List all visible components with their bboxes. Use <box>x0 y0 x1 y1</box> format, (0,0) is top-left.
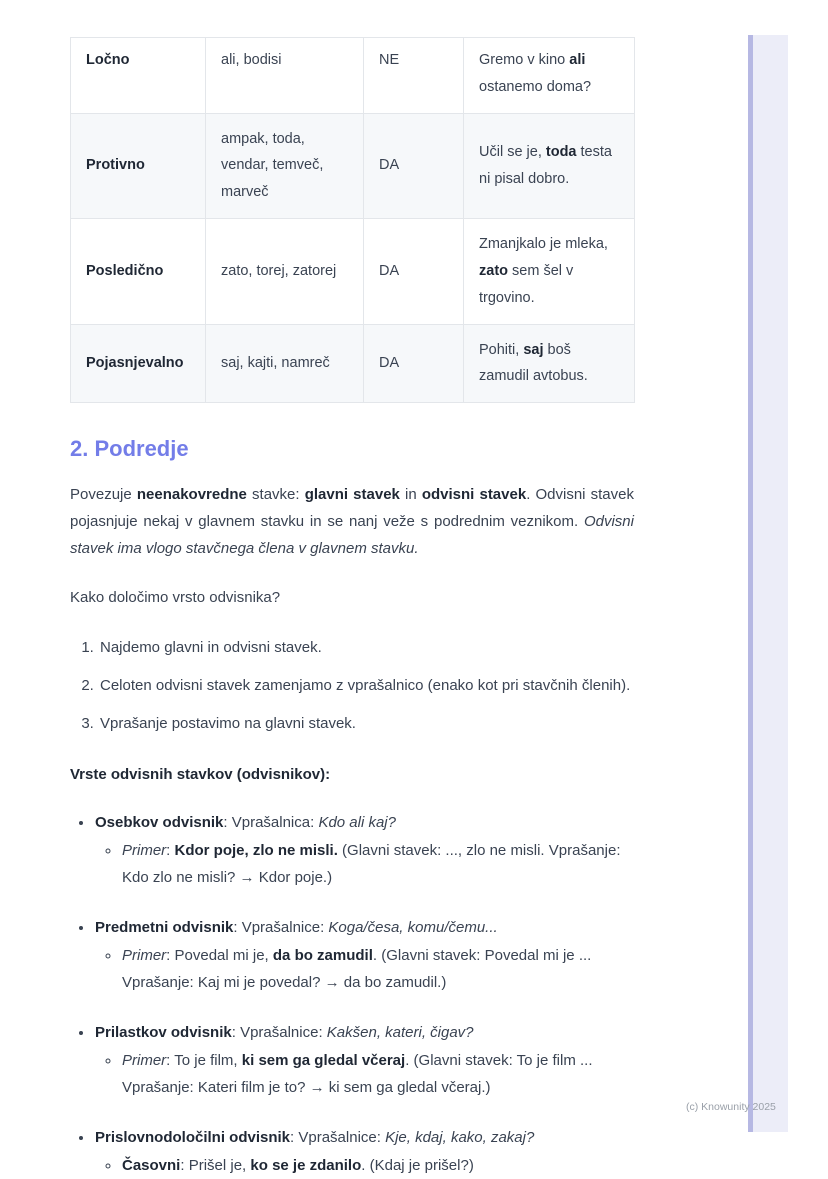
type-title: • Prilastkov odvisnik: Vprašalnice: Kakšen, kateri, čigav? <box>95 1024 474 1042</box>
table-row-locno <box>71 38 635 114</box>
cell-conjunctions: ali, bodisi <box>206 38 364 114</box>
type-example: ◦ Primer: Kdor poje, zlo ne misli. (Glavni stavek: ..., zlo ne misli. Vprašanje: Kdo zlo ne misli? → Kdor poje.) <box>121 837 634 891</box>
cell-example: Pohiti, saj boš zamudil avtobus. <box>464 324 635 403</box>
type-sublist <box>95 1047 634 1101</box>
cell-example: Zmanjkalo je mleka, zato sem šel v trgovino. <box>464 219 635 324</box>
type-example: ◦ Časovni: Prišel je, ko se je zdanilo. (Kdaj je prišel?) <box>121 1152 634 1179</box>
document-content <box>70 37 634 1179</box>
cell-conjunctions: ampak, toda, vendar, temveč, marveč <box>206 113 364 218</box>
cell-example: Učil se je, toda testa ni pisal dobro. <box>464 113 635 218</box>
cell-comma: NE <box>364 38 464 114</box>
step-item-2: 2. Celoten odvisni stavek zamenjamo z vprašalnico (enako kot pri stavčnih členih). <box>98 672 634 699</box>
cell-example: Gremo v kino ali ostanemo doma? <box>464 38 635 114</box>
type-item-prilastkov <box>94 1019 634 1101</box>
type-title: • Prislovnodoločilni odvisnik: Vprašalnice: Kje, kdaj, kako, zakaj? <box>95 1129 535 1147</box>
types-list <box>70 809 634 1179</box>
step-item-3: 3. Vprašanje postavimo na glavni stavek. <box>98 710 634 737</box>
cell-comma: DA <box>364 113 464 218</box>
type-title: • Osebkov odvisnik: Vprašalnica: Kdo ali kaj? <box>95 814 396 832</box>
cell-comma: DA <box>364 324 464 403</box>
conjunction-types-table <box>70 37 635 403</box>
watermark: (c) Knowunity 2025 <box>686 1101 776 1113</box>
step-item-1: 1. Najdemo glavni in odvisni stavek. <box>98 634 634 661</box>
type-example: ◦ Primer: Povedal mi je, da bo zamudil. (Glavni stavek: Povedal mi je ... Vprašanje: Kaj mi je povedal? → da bo zamudil.) <box>121 942 634 996</box>
intro-paragraph: Povezuje neenakovredne stavke: glavni stavek in odvisni stavek. Odvisni stavek pojasnjuje nekaj v glavnem stavku in se nanj veže s podrednim veznikom. Odvisni stavek ima vlogo stavčnega člena v glavnem stavku. <box>70 486 634 558</box>
cell-type: Pojasnjevalno <box>71 324 206 403</box>
type-item-predmetni <box>94 914 634 996</box>
cell-comma: DA <box>364 219 464 324</box>
steps-list <box>70 634 634 737</box>
cell-conjunctions: zato, torej, zatorej <box>206 219 364 324</box>
cell-type: Protivno <box>71 113 206 218</box>
table-row-pojasnjevalno <box>71 324 635 403</box>
cell-conjunctions: saj, kajti, namreč <box>206 324 364 403</box>
cell-type: Posledično <box>71 219 206 324</box>
type-sublist <box>95 1152 634 1179</box>
type-example: ◦ Primer: To je film, ki sem ga gledal včeraj. (Glavni stavek: To je film ... Vprašanje: Kateri film je to? → ki sem ga gledal včeraj.) <box>121 1047 634 1101</box>
type-title: • Predmetni odvisnik: Vprašalnice: Koga/česa, komu/čemu... <box>95 919 498 937</box>
table-row-posledicno <box>71 219 635 324</box>
type-sublist <box>95 942 634 996</box>
type-item-osebkov <box>94 809 634 891</box>
page-edge-decoration <box>748 35 788 1132</box>
cell-type: Ločno <box>71 38 206 114</box>
section-heading-podredje: 2. Podredje <box>70 436 189 462</box>
type-sublist <box>95 837 634 891</box>
table-row-protivno <box>71 113 635 218</box>
types-heading: Vrste odvisnih stavkov (odvisnikov): <box>70 766 331 784</box>
question-paragraph: Kako določimo vrsto odvisnika? <box>70 589 281 607</box>
